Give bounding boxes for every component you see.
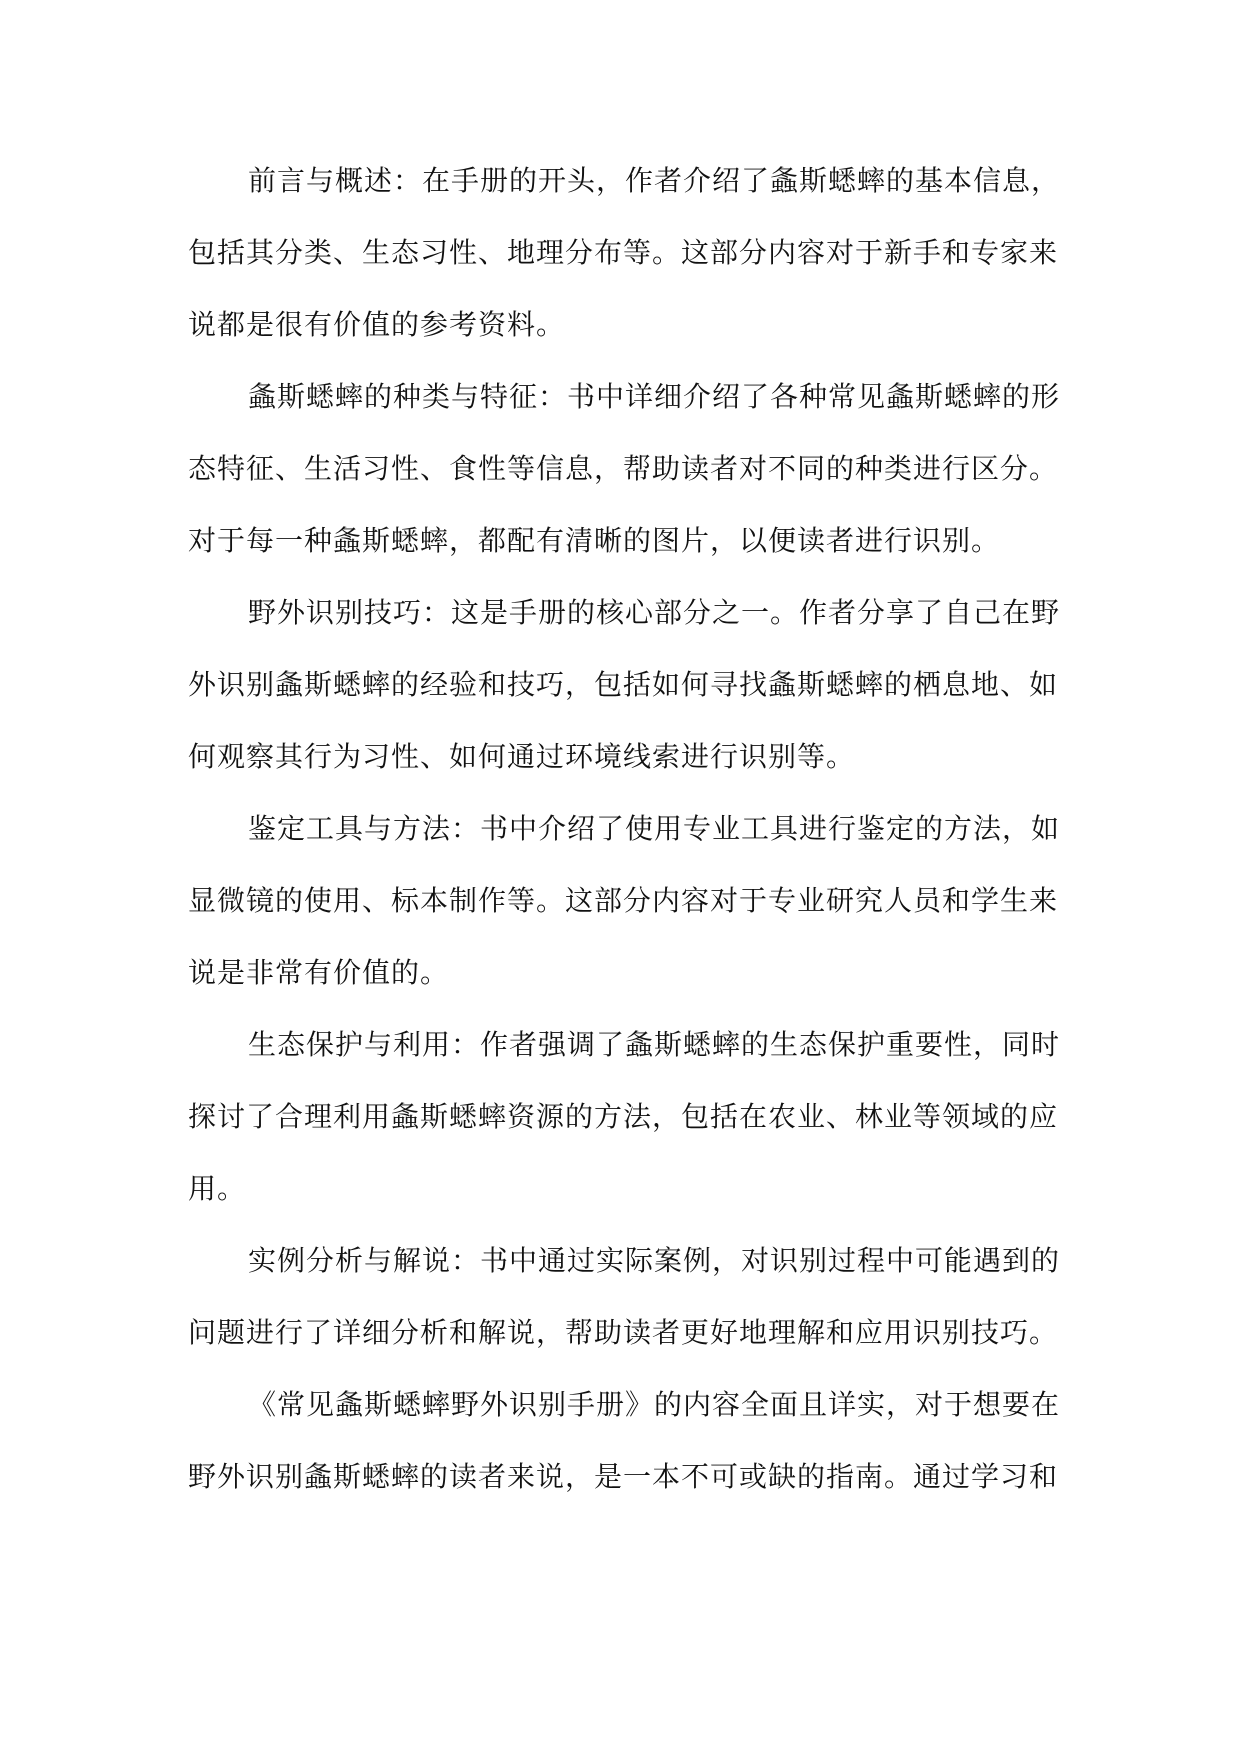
paragraph-conservation-line: 用。 [188,1172,247,1205]
paragraph-overview-line: 包括其分类、生态习性、地理分布等。这部分内容对于新手和专家来 [188,236,1059,269]
paragraph-species-line: 螽斯蟋蟀的种类与特征：书中详细介绍了各种常见螽斯蟋蟀的形 [248,380,1061,413]
paragraph-conservation-line: 探讨了合理利用螽斯蟋蟀资源的方法，包括在农业、林业等领域的应 [188,1100,1059,1133]
paragraph-case-analysis-line: 实例分析与解说：书中通过实际案例，对识别过程中可能遇到的 [248,1244,1061,1277]
paragraph-tools-line: 鉴定工具与方法：书中介绍了使用专业工具进行鉴定的方法，如 [248,812,1061,845]
paragraph-overview-line: 前言与概述：在手册的开头，作者介绍了螽斯蟋蟀的基本信息， [248,164,1061,197]
paragraph-summary-line: 《常见螽斯蟋蟀野外识别手册》的内容全面且详实，对于想要在 [248,1388,1061,1421]
paragraph-summary-line: 野外识别螽斯蟋蟀的读者来说，是一本不可或缺的指南。通过学习和 [188,1460,1059,1493]
document-body [188,145,1061,1513]
paragraph-tools-line: 显微镜的使用、标本制作等。这部分内容对于专业研究人员和学生来 [188,884,1059,917]
paragraph-species-line: 对于每一种螽斯蟋蟀，都配有清晰的图片，以便读者进行识别。 [188,524,1001,557]
paragraph-case-analysis-line: 问题进行了详细分析和解说，帮助读者更好地理解和应用识别技巧。 [188,1316,1059,1349]
paragraph-overview-line: 说都是很有价值的参考资料。 [188,308,566,341]
paragraph-species-line: 态特征、生活习性、食性等信息，帮助读者对不同的种类进行区分。 [188,452,1059,485]
paragraph-conservation-line: 生态保护与利用：作者强调了螽斯蟋蟀的生态保护重要性，同时 [248,1028,1061,1061]
paragraph-tools-line: 说是非常有价值的。 [188,956,450,989]
paragraph-field-skills-line: 外识别螽斯蟋蟀的经验和技巧，包括如何寻找螽斯蟋蟀的栖息地、如 [188,668,1059,701]
paragraph-field-skills-line: 野外识别技巧：这是手册的核心部分之一。作者分享了自己在野 [248,596,1061,629]
paragraph-field-skills-line: 何观察其行为习性、如何通过环境线索进行识别等。 [188,740,856,773]
